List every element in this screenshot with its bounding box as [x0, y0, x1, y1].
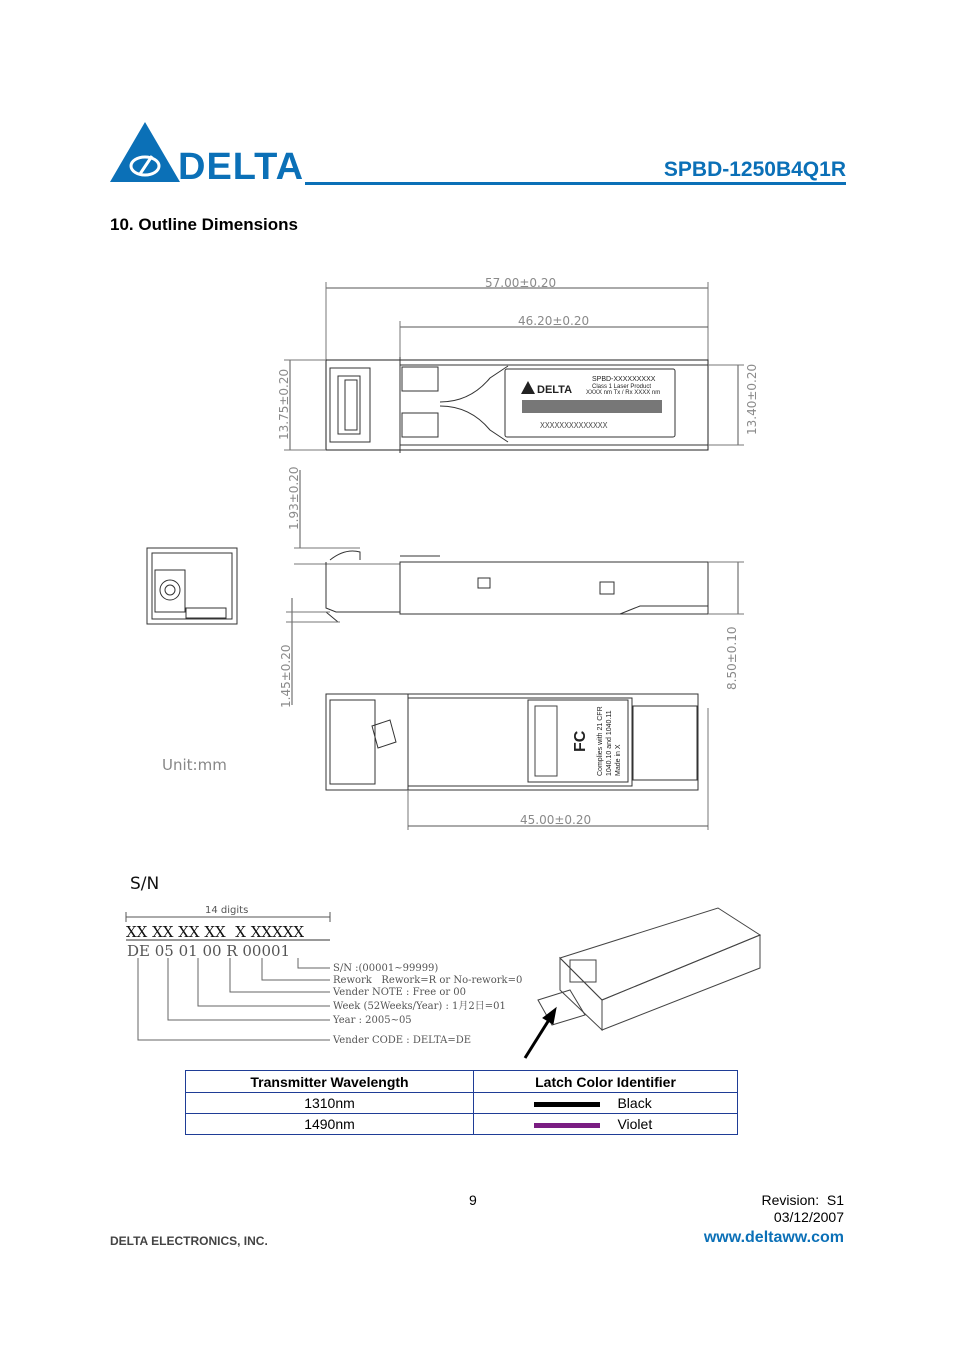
cell-latch-color: [474, 1093, 738, 1114]
label-model: SPBD-XXXXXXXXX: [592, 376, 656, 383]
label-cfr-2: 1040.10 and 1040.11: [606, 710, 613, 776]
cell-latch-color: [474, 1114, 738, 1135]
sn-legend-2: Vender NOTE : Free or 00: [333, 987, 467, 998]
page-number: 9: [469, 1192, 477, 1208]
header-wavelength: Transmitter Wavelength: [186, 1071, 474, 1093]
svg-text:FC: FC: [572, 730, 589, 752]
label-cfr-1: Complies with 21 CFR: [597, 706, 604, 776]
header-latch-color: Latch Color Identifier: [474, 1071, 738, 1093]
color-swatch: [534, 1102, 600, 1107]
dim-193: 1.93±0.20: [287, 466, 301, 530]
revision-block: [762, 1192, 844, 1226]
dim-45: 45.00±0.20: [520, 813, 592, 827]
section-title: 10. Outline Dimensions: [110, 215, 298, 234]
dim-1340: 13.40±0.20: [745, 363, 759, 435]
sn-pattern: XX XX XX XX X XXXXX: [126, 923, 305, 941]
table-row: [186, 1093, 738, 1114]
cell-wavelength: 1490nm: [186, 1114, 474, 1135]
sn-legend-1: Rework Rework=R or No-rework=0: [333, 975, 523, 986]
label-serial: XXXXXXXXXXXXXX: [540, 421, 608, 430]
dim-850: 8.50±0.10: [725, 626, 739, 690]
revision: Revision: S1: [761, 1192, 844, 1208]
company-name: DELTA ELECTRONICS, INC.: [110, 1234, 268, 1248]
color-name: Black: [617, 1095, 652, 1111]
sn-example: DE 05 01 00 R 00001: [127, 942, 291, 960]
sn-legend-3: Week (52Weeks/Year) : 1月2日=01: [333, 1001, 506, 1012]
part-number: SPBD-1250B4Q1R: [663, 158, 846, 181]
color-swatch: [534, 1123, 600, 1128]
sn-legend-5: Vender CODE : DELTA=DE: [333, 1035, 472, 1046]
cell-wavelength: 1310nm: [186, 1093, 474, 1114]
dim-57: 57.00±0.20: [485, 276, 557, 290]
svg-text:DELTA: DELTA: [537, 384, 573, 396]
sn-legend-0: S/N :(00001~99999): [333, 963, 439, 974]
label-cfr-3: Made in X: [615, 744, 622, 776]
dim-46: 46.20±0.20: [518, 314, 590, 328]
sn-title: S/N: [130, 874, 160, 894]
sn-digits: 14 digits: [205, 905, 249, 916]
table-header-row: [186, 1071, 738, 1093]
unit-label: Unit:mm: [162, 756, 227, 774]
website-link[interactable]: www.deltaww.com: [703, 1229, 844, 1246]
dim-1375: 13.75±0.20: [277, 368, 291, 440]
sn-legend-4: Year : 2005~05: [333, 1015, 412, 1026]
label-class: Class 1 Laser Product: [592, 384, 652, 390]
brand-name: DELTA: [178, 146, 305, 188]
dim-145: 1.45±0.20: [279, 644, 293, 708]
table-row: [186, 1114, 738, 1135]
latch-color-table: [185, 1070, 738, 1135]
color-name: Violet: [617, 1116, 653, 1132]
label-wavelength: XXXX nm Tx / Rx XXXX nm: [586, 390, 661, 396]
revision-date: 03/12/2007: [773, 1209, 844, 1225]
